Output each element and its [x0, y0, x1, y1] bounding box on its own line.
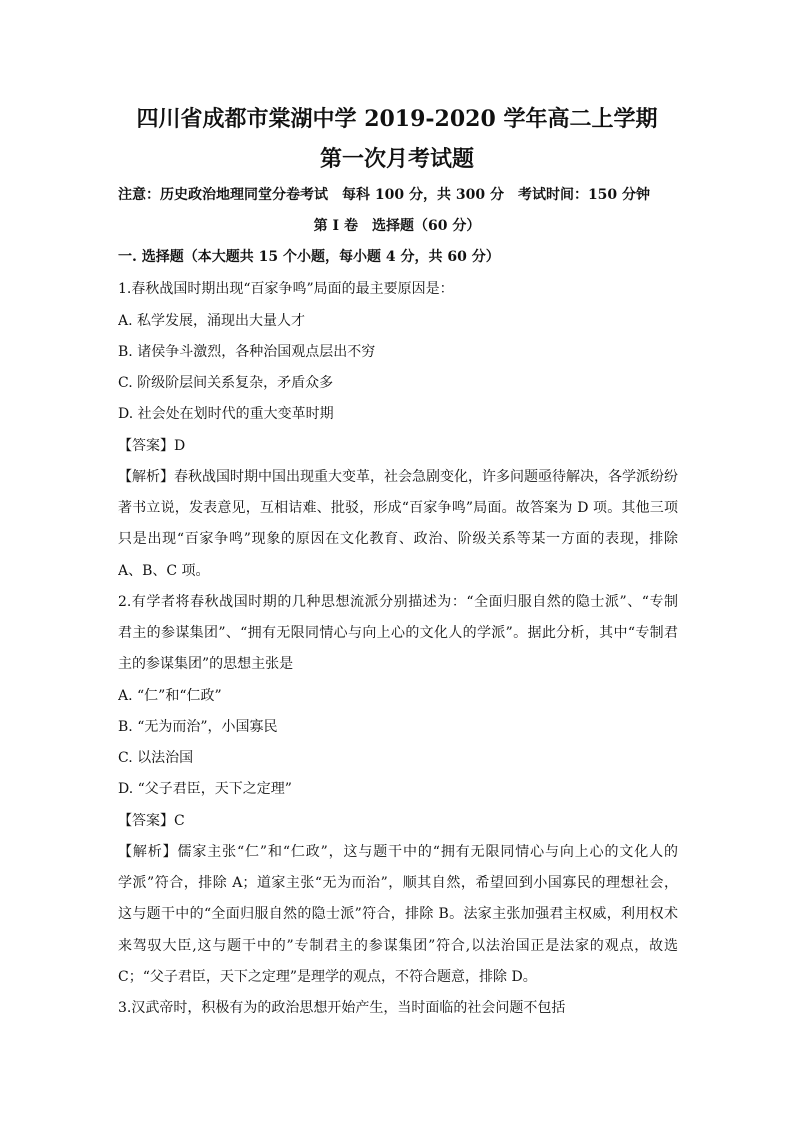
question-2-stem-line: 2.有学者将春秋战国时期的几种思想流派分别描述为：“全面归服自然的隐士派”、“专制: [118, 594, 678, 610]
question-2-option-a: A. “仁”和“仁政”: [118, 688, 222, 704]
document-subtitle: 第一次月考试题: [319, 146, 474, 172]
question-1-stem: 1.春秋战国时期出现“百家争鸣”局面的最主要原因是：: [118, 281, 454, 297]
question-1-answer: 【答案】D: [118, 438, 186, 454]
part-heading: 一. 选择题（本大题共 15 个小题，每小题 4 分，共 60 分）: [118, 249, 500, 265]
question-2-answer: 【答案】C: [118, 813, 185, 829]
question-2-analysis-line: 学派”符合，排除 A；道家主张“无为而治”，顺其自然，希望回到小国寡民的理想社会，: [118, 875, 678, 891]
question-1-option-b: B. 诸侯争斗激烈，各种治国观点层出不穷: [118, 344, 376, 360]
question-2-option-b: B. “无为而治”，小国寡民: [118, 719, 278, 735]
question-1-analysis-line: 【解析】春秋战国时期中国出现重大变革，社会急剧变化，许多问题亟待解决，各学派纷纷: [118, 469, 678, 485]
question-2-stem-line: 主的参谋集团”的思想主张是: [118, 656, 294, 672]
section-title: 第 I 卷 选择题（60 分）: [313, 218, 481, 234]
question-2-analysis-line: C；“父子君臣，天下之定理”是理学的观点，不符合题意，排除 D。: [118, 969, 537, 985]
question-1-option-a: A. 私学发展，涌现出大量人才: [118, 313, 306, 329]
question-1-option-c: C. 阶级阶层间关系复杂，矛盾众多: [118, 375, 334, 391]
question-1-analysis-line: A、B、C 项。: [118, 563, 210, 579]
question-1-analysis-line: 只是出现“百家争鸣”现象的原因在文化教育、政治、阶级关系等某一方面的表现，排除: [118, 531, 678, 547]
question-2-analysis-line: 【解析】儒家主张“仁”和“仁政”，这与题干中的“拥有无限同情心与向上心的文化人的: [118, 844, 678, 860]
question-2-analysis-line: 这与题干中的“全面归服自然的隐士派”符合，排除 B。法家主张加强君主权威，利用权术: [118, 906, 678, 922]
question-2-stem-line: 君主的参谋集团”、“拥有无限同情心与向上心的文化人的学派”。据此分析，其中“专制君: [118, 625, 678, 641]
question-2-option-c: C. 以法治国: [118, 750, 194, 766]
question-1-analysis-line: 著书立说，发表意见，互相诘难、批驳，形成“百家争鸣”局面。故答案为 D 项。其他三项: [118, 500, 678, 516]
document-title: 四川省成都市棠湖中学 2019-2020 学年高二上学期: [136, 106, 658, 132]
question-2-analysis-line: 来驾驭大臣,这与题干中的”专制君主的参谋集团”符合,以法治国正是法家的观点，故选: [118, 938, 678, 954]
exam-notice: 注意：历史政治地理同堂分卷考试 每科 100 分，共 300 分 考试时间：150 分钟: [118, 187, 651, 203]
question-3-stem: 3.汉武帝时，积极有为的政治思想开始产生，当时面临的社会问题不包括: [118, 1000, 566, 1016]
question-2-option-d: D. “父子君臣，天下之定理”: [118, 781, 292, 797]
question-1-option-d: D. 社会处在划时代的重大变革时期: [118, 406, 334, 422]
